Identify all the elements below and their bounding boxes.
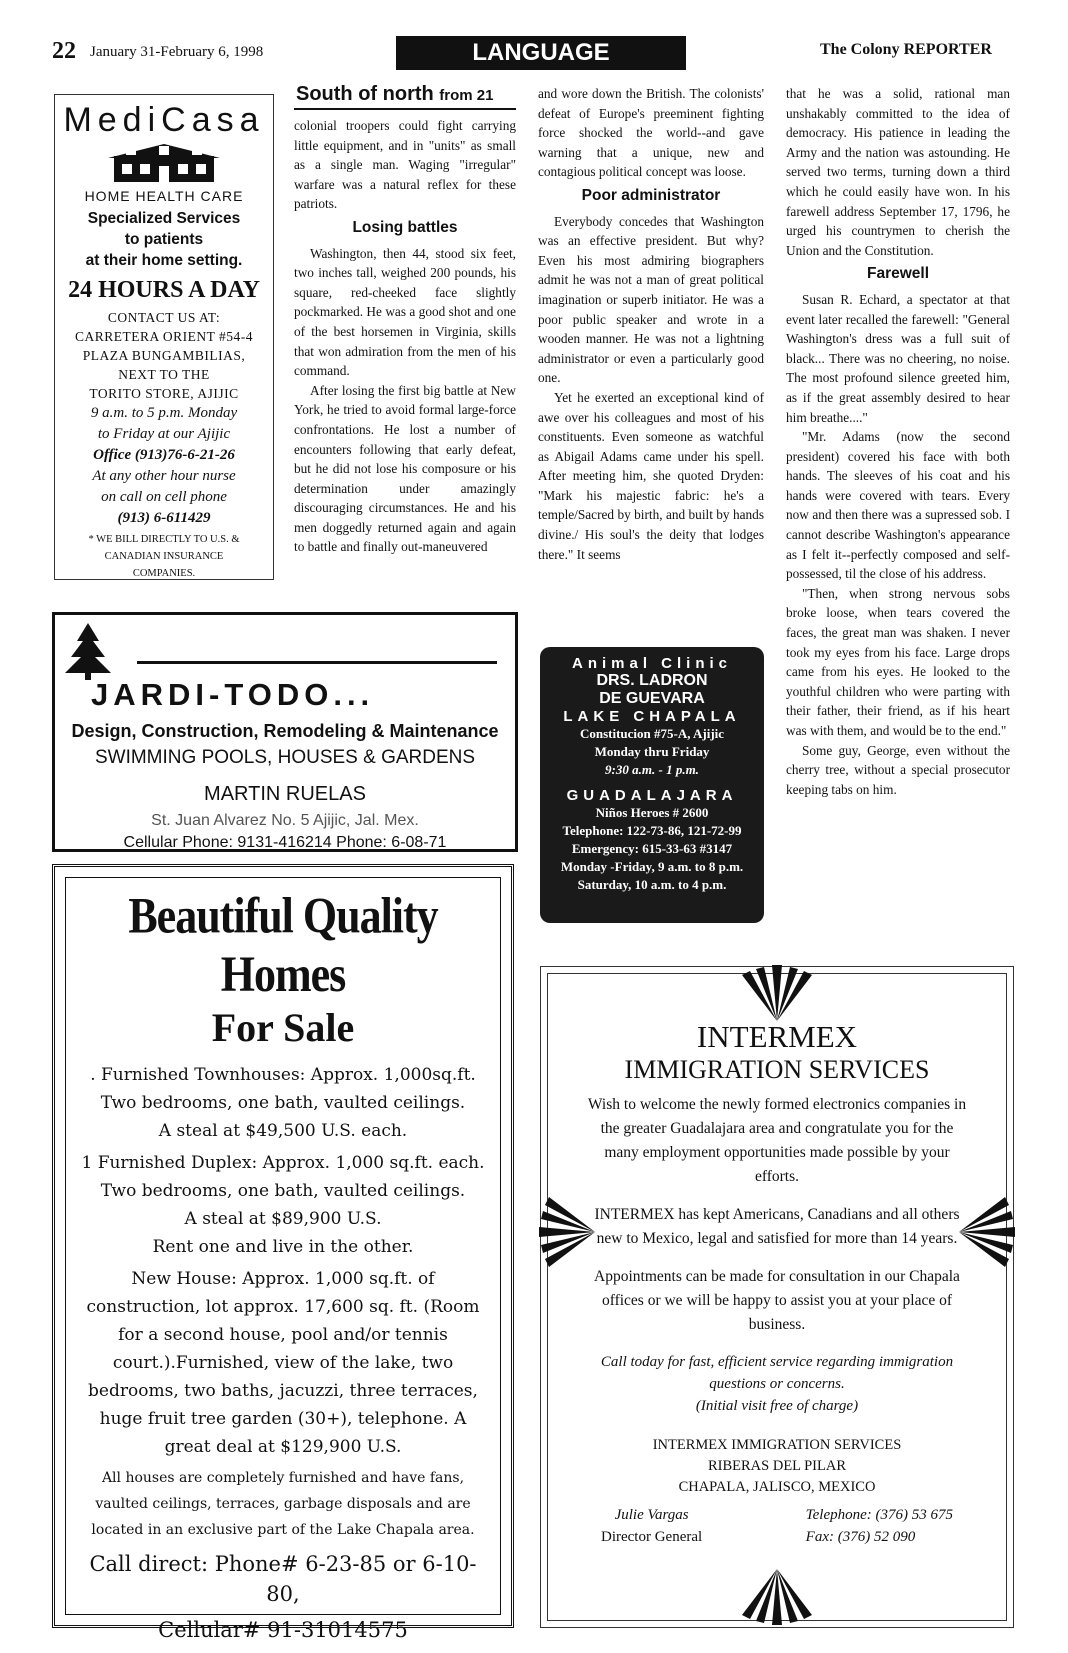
intermex-contact-role: Director General [601, 1529, 703, 1545]
article-column-2 [538, 84, 764, 564]
fan-ornament-bottom-icon [732, 1569, 822, 1625]
medicasa-hours-5: on call on cell phone [101, 489, 227, 505]
homes-line: . Furnished Townhouses: Approx. 1,000sq.ft. [90, 1065, 476, 1085]
intermex-call-today: Call today for fast, efficient service regarding immigration questions or concerns. [600, 1354, 954, 1392]
medicasa-fine-2: CANADIAN INSURANCE [104, 551, 224, 562]
clinic-chapala-hours: 9:30 a.m. - 1 p.m. [605, 762, 699, 777]
article-paragraph: "Mr. Adams (now the second president) covered his face with both hands. The sleeves of his coat and his hands were covered with tears. Every now and then there was a supressed sob. I cannot describe Washington's appearance as I felt it--perfectly composed and self-possessed, til the close of his address. [786, 429, 1010, 582]
homes-line: Two bedrooms, one bath, vaulted ceilings. [100, 1181, 466, 1201]
fan-ornament-top-icon [732, 965, 822, 1021]
issue-date: January 31-February 6, 1998 [90, 44, 264, 60]
intermex-experience: INTERMEX has kept Americans, Canadians and all others new to Mexico, legal and satisfied for more than 14 years. [594, 1206, 960, 1247]
clinic-doctors-2: DE GUEVARA [599, 690, 705, 707]
medicasa-hours: 24 HOURS A DAY [68, 277, 260, 303]
paper-name: The Colony REPORTER [820, 41, 992, 58]
medicasa-addr-2: CARRETERA ORIENT #54-4 [74, 329, 253, 344]
article-column-1 [294, 116, 516, 557]
article-paragraph: Susan R. Echard, a spectator at that event later recalled the farewell: "General Washington's dress was a full suit of black... There was no cheering, no noise. The most profound silence greeted him, as if the great assembly desired to hear him breathe...." [786, 291, 1010, 425]
jardi-name: JARDI-TODO... [91, 677, 375, 712]
subhead-losing-battles: Losing battles [352, 218, 458, 236]
intermex-ad [540, 966, 1014, 1628]
clinic-gdl-emergency: Emergency: 615-33-63 #3147 [571, 841, 733, 856]
jardi-rule [137, 661, 497, 664]
medicasa-office-phone: Office (913)76-6-21-26 [93, 447, 235, 463]
article-paragraph: that he was a solid, rational man unshakably committed to the idea of democracy. His patience in leading the Army and the nation was astounding. He served two terms, turning down a third which he could easily have won. In his farewell address September 17, 1796, he urged his countrymen to cherish the Union and the Constitution. [786, 86, 1010, 258]
clinic-chapala-days: Monday thru Friday [594, 744, 710, 759]
jardi-todo-ad [52, 612, 518, 852]
homes-for-sale-ad [52, 864, 514, 1642]
intermex-company: INTERMEX IMMIGRATION SERVICES [652, 1437, 902, 1453]
homes-new-house: New House: Approx. 1,000 sq.ft. of construction, lot approx. 17,600 sq. ft. (Room for a second house, pool and/or tennis court.).Furnished, view of the lake, two bedrooms, two baths, jacuzzi, three terraces, huge fruit tree garden (30+), telephone. A great deal at $129,900 U.S. [86, 1269, 480, 1457]
article-column-3 [786, 84, 1010, 799]
medicasa-spec-1: Specialized Services [87, 210, 241, 227]
article-paragraph: and wore down the British. The colonists' defeat of Europe's preeminent fighting force shocked the world--and gave warning that a unique, new and contagious political concept was loose. [538, 86, 764, 180]
homes-call-cell: Cellular# 91-31014575 [158, 1618, 408, 1642]
article-title-text: South of north [296, 83, 434, 105]
medicasa-addr-3: PLAZA BUNGAMBILIAS, [82, 348, 246, 363]
medicasa-brand: MediCasa [63, 101, 265, 139]
pine-tree-icon [63, 621, 113, 681]
clinic-doctors-1: DRS. LADRON [596, 672, 708, 689]
intermex-location-1: RIBERAS DEL PILAR [707, 1458, 847, 1474]
jardi-address: St. Juan Alvarez No. 5 Ajijic, Jal. Mex. [151, 812, 419, 829]
homes-call-phone: Call direct: Phone# 6-23-85 or 6-10-80, [89, 1552, 477, 1606]
article-paragraph: "Then, when strong nervous sobs broke loose, when tears covered the faces, the great man was shaken. I never took my eyes from his face. Large drops came from his eyes. He looked to the youthful children who were parting with their father, their friend, as if his heart was with them, and would be to the end." [786, 585, 1010, 738]
title-rule [294, 108, 516, 110]
intermex-subtitle: IMMIGRATION SERVICES [624, 1055, 930, 1084]
article-title [296, 83, 493, 106]
homes-line: Two bedrooms, one bath, vaulted ceilings. [100, 1093, 466, 1113]
homes-body [66, 1061, 500, 1645]
article-paragraph: Some guy, George, even without the cherry tree, without a special prosecutor keeping tabs on him. [786, 742, 1010, 797]
homes-subtitle: For Sale [211, 1005, 355, 1050]
intermex-appointments: Appointments can be made for consultation in our Chapala offices or we will be happy to assist you at your place of business. [594, 1268, 960, 1333]
medicasa-fine-3: COMPANIES. [132, 568, 196, 579]
house-icon [104, 142, 224, 184]
article-paragraph: colonial troopers could fight carrying little equipment, and in "units" as small as a single man. Waging "irregular" warfare was a natural reflex for these patriots. [294, 118, 516, 212]
intermex-fax: Fax: (376) 52 090 [805, 1529, 916, 1545]
jardi-services: Design, Construction, Remodeling & Maintenance [71, 721, 499, 741]
article-paragraph: After losing the first big battle at New York, he tried to avoid formal large-force confrontations. He lost a number of encounters following that early defeat, but he did not lose his composure or his determination under amazingly discouraging circumstances. He and his men doggedly returned again and again to battle and finally out-maneuvered [294, 382, 516, 555]
medicasa-fine-1: * WE BILL DIRECTLY TO U.S. & [88, 534, 240, 545]
jardi-specialties: SWIMMING POOLS, HOUSES & GARDENS [94, 747, 476, 768]
homes-line: A steal at $49,500 U.S. each. [158, 1121, 408, 1141]
article-paragraph: Yet he exerted an exceptional kind of awe over his colleagues and most of his constituents. Even someone as watchful as Abigail Adams came under his spell. After meeting him, she quoted Dryden: "Mark his majestic fabric: he's a temple/Sacred by birth, and built by hands divine./ His soul's the deity that lodges there." It seems [538, 389, 764, 562]
intermex-title: INTERMEX [696, 1019, 858, 1054]
homes-line: A steal at $89,900 U.S. [184, 1209, 382, 1229]
medicasa-hours-4: At any other hour nurse [92, 468, 236, 484]
clinic-gdl-phone: Telephone: 122-73-86, 121-72-99 [562, 823, 742, 838]
medicasa-spec-2: to patients [124, 231, 204, 248]
intermex-contact-name: Julie Vargas [614, 1507, 689, 1523]
medicasa-cell-phone: (913) 6-611429 [117, 510, 211, 526]
jardi-phones: Cellular Phone: 9131-416214 Phone: 6-08-71 [123, 834, 447, 851]
subhead-poor-administrator: Poor administrator [581, 186, 721, 204]
homes-note: All houses are completely furnished and have fans, vaulted ceilings, terraces, garbage disposals and are located in an exclusive part of the Lake Chapala area. [91, 1470, 475, 1538]
clinic-branch-guadalajara: GUADALAJARA [566, 787, 738, 804]
clinic-title: Animal Clinic [571, 655, 733, 672]
animal-clinic-ad [540, 647, 764, 923]
clinic-gdl-saturday-hours: Saturday, 10 a.m. to 4 p.m. [577, 877, 727, 892]
clinic-branch-chapala: LAKE CHAPALA [563, 708, 741, 725]
medicasa-addr-5: TORITO STORE, AJIJIC [89, 386, 239, 401]
clinic-chapala-address: Constitucion #75-A, Ajijic [579, 726, 725, 741]
article-paragraph: Washington, then 44, stood six feet, two inches tall, weighed 200 pounds, his square, red-cheeked face slightly pockmarked. He was a good shot and one of the best horsemen in Virginia, skills that won admiration from the men of his command. [294, 245, 516, 379]
medicasa-tagline: HOME HEALTH CARE [84, 188, 244, 204]
medicasa-hours-1: 9 a.m. to 5 p.m. Monday [90, 405, 238, 421]
homes-title: Beautiful Quality Homes [128, 887, 438, 1003]
medicasa-ad [54, 94, 274, 580]
intermex-free-visit: (Initial visit free of charge) [695, 1398, 859, 1414]
page-number: 22 [52, 38, 76, 64]
clinic-gdl-address: Niños Heroes # 2600 [595, 805, 709, 820]
clinic-gdl-weekday-hours: Monday -Friday, 9 a.m. to 8 p.m. [560, 859, 744, 874]
article-continued-from: from 21 [439, 87, 494, 104]
intermex-telephone: Telephone: (376) 53 675 [805, 1507, 953, 1523]
section-banner: LANGUAGE [396, 36, 686, 70]
medicasa-addr-1: CONTACT US AT: [107, 310, 221, 325]
homes-line: Rent one and live in the other. [152, 1237, 414, 1257]
intermex-location-2: CHAPALA, JALISCO, MEXICO [678, 1479, 876, 1495]
medicasa-hours-2: to Friday at our Ajijic [97, 426, 231, 442]
jardi-owner: MARTIN RUELAS [204, 783, 366, 805]
medicasa-spec-3: at their home setting. [85, 252, 243, 269]
homes-inner-frame [65, 877, 501, 1642]
article-paragraph: Everybody concedes that Washington was an effective president. But why? Even his most admiring biographers admit he was not a man of great political imagination or superb initiator. He was a poor public speaker and wrote in a wooden manner. He was not a lightning administrator or even a particularly good one. [538, 213, 764, 386]
medicasa-addr-4: NEXT TO THE [118, 367, 210, 382]
homes-line: 1 Furnished Duplex: Approx. 1,000 sq.ft. each. [81, 1153, 485, 1173]
subhead-farewell: Farewell [866, 265, 930, 283]
intermex-welcome: Wish to welcome the newly formed electronics companies in the greater Guadalajara area and congratulate you for the many employment opportunities made possible by your efforts. [587, 1096, 967, 1185]
